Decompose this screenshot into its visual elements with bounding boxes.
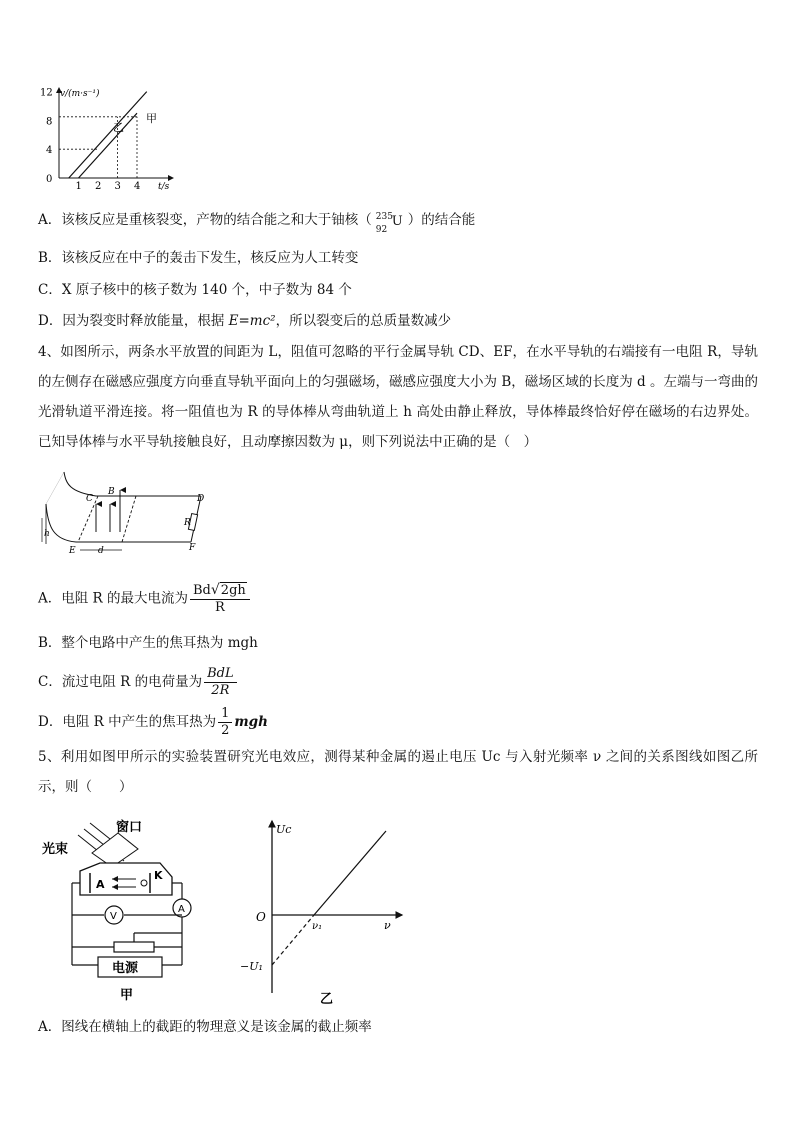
- q4-option-d-text: D．电阻 R 中产生的焦耳热为: [38, 714, 217, 730]
- window-label: 窗口: [116, 820, 143, 835]
- vt-chart: [40, 78, 190, 193]
- frac-num: Bd: [193, 583, 211, 598]
- x-tick-label: 4: [134, 181, 141, 192]
- series-yi-label: 乙: [113, 121, 124, 134]
- q5-option-a: A．图线在横轴上的截距的物理意义是该金属的截止频率: [38, 1019, 372, 1035]
- voltmeter-label: V: [110, 911, 117, 922]
- q3-option-d-text: D．因为裂变时释放能量，根据: [38, 313, 229, 329]
- light-beam-label: 光束: [42, 842, 69, 857]
- anode-label: A: [96, 878, 105, 891]
- q3-option-a-tail: ）的结合能: [407, 212, 476, 228]
- q3-option-d-tail: ，所以裂变后的总质量数减少: [275, 313, 452, 329]
- max-current-fraction: $\frac{Bd√2gh}{R}$: [190, 582, 250, 616]
- q4-stem: 4、如图所示，两条水平放置的间距为 L，阻值可忽略的平行金属导轨 CD、EF，在水平导轨的右端接有一电阻 R，导轨的左侧存在磁感应强度方向垂直导轨平面向上的匀强磁场，磁感应强度大小为 B，磁场区域的长度为 d 。左端与一弯曲的光滑轨道平滑连接。将一阻值也为 R 的导体棒从弯曲轨道上 h 高处由静止释放，导体棒最终恰好停在磁场的右边界处。已知导体棒与水平导轨接触良好，且动摩擦因数为 μ，则下列说法中正确的是（ ）: [38, 344, 758, 450]
- q4-option-a-text: A．电阻 R 的最大电流为: [38, 590, 188, 607]
- series-line-1: [79, 113, 138, 178]
- half-fraction: [218, 706, 232, 739]
- q3-option-d: [38, 311, 451, 331]
- q3-option-c: C．X 原子核中的核子数为 140 个，中子数为 84 个: [38, 282, 352, 298]
- q3-option-b: B．该核反应在中子的轰击下发生，核反应为人工转变: [38, 250, 359, 266]
- y-tick-label: 12: [40, 87, 53, 99]
- label-dist-d: d: [98, 546, 104, 556]
- fig-yi-caption: 乙: [320, 992, 334, 1005]
- q3-option-a-text: A．该核反应是重核裂变，产物的结合能之和大于铀核（: [38, 212, 372, 228]
- origin-label: O: [256, 910, 266, 924]
- label-b: B: [108, 487, 115, 497]
- q4-option-c-text: C．流过电阻 R 的电荷量为: [38, 674, 203, 690]
- cathode-label: K: [154, 869, 163, 882]
- frac-num: 1: [218, 706, 232, 723]
- yaxis-label: Uc: [276, 823, 292, 836]
- y-tick-label: 4: [46, 145, 53, 157]
- mass-number: 235: [375, 211, 393, 222]
- charge-fraction: [204, 666, 237, 699]
- label-e: E: [69, 546, 76, 556]
- y-tick-label: 0: [46, 174, 53, 185]
- neg-u1-label: −U₁: [240, 960, 263, 973]
- photoelectric-apparatus: [40, 815, 200, 1005]
- rail-diagram: [36, 466, 216, 558]
- series-jia-label: 甲: [146, 112, 157, 125]
- x-tick-label: 1: [75, 181, 82, 192]
- y-tick-label: 8: [46, 116, 53, 128]
- x-tick-label: 3: [114, 181, 121, 192]
- label-r: R: [184, 518, 191, 528]
- series-line-0: [69, 92, 147, 178]
- ammeter-label: A: [178, 904, 185, 915]
- uranium-nuclide: [372, 211, 408, 235]
- fig-jia-caption: 甲: [120, 988, 134, 1003]
- q4-option-d-tail: mgh: [234, 714, 268, 730]
- x-axis-label: t/s: [158, 182, 170, 192]
- emc2-formula: E=mc²: [228, 313, 276, 329]
- q4-option-c: [38, 666, 239, 699]
- x-tick-label: 2: [95, 181, 102, 192]
- frac-den: 2: [221, 723, 230, 738]
- nu-label: ν: [384, 919, 391, 932]
- q4-option-b: B．整个电路中产生的焦耳热为 mgh: [38, 635, 258, 651]
- label-f: F: [189, 543, 196, 553]
- q3-option-a: [38, 210, 476, 235]
- element-symbol: U: [391, 213, 403, 229]
- y-axis-label: v/(m·s⁻¹): [60, 89, 100, 99]
- frac-den: R: [214, 600, 225, 615]
- frac-num: BdL: [204, 666, 237, 683]
- uc-line: [314, 831, 386, 915]
- label-c: C: [86, 494, 93, 504]
- q4-option-a: [38, 582, 252, 616]
- source-label: 电源: [112, 961, 139, 976]
- stopping-voltage-graph: [236, 815, 406, 1005]
- nu1-label: ν₁: [312, 921, 323, 932]
- rheostat: [114, 942, 154, 952]
- radicand: 2gh: [220, 583, 246, 598]
- uc-extension: [272, 915, 314, 965]
- q4-option-d: [38, 706, 268, 739]
- atomic-number: 92: [375, 224, 388, 235]
- q5-stem: 5、利用如图甲所示的实验装置研究光电效应，测得某种金属的遏止电压 Uc 与入射光频率 ν 之间的关系图线如图乙所示，则（ ）: [38, 749, 758, 795]
- label-d: D: [197, 494, 205, 504]
- label-h: h: [44, 529, 50, 539]
- frac-den: 2R: [211, 683, 230, 698]
